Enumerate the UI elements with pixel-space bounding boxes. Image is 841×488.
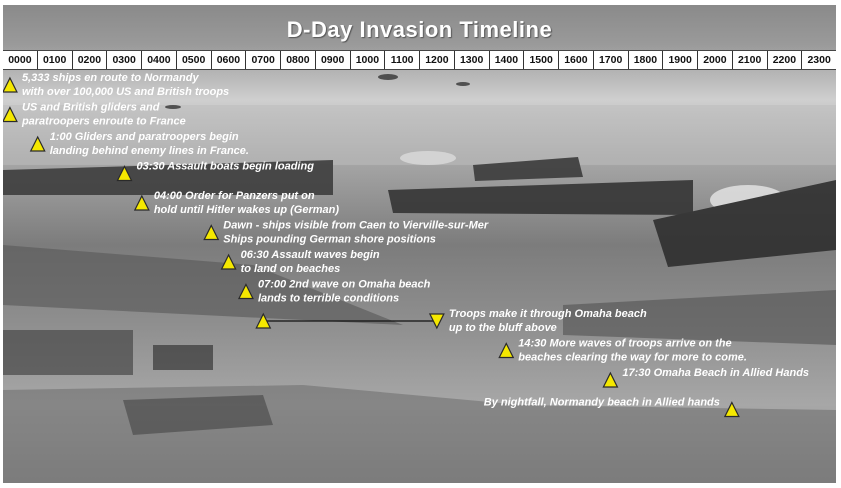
event-label: Ships pounding German shore positions: [223, 233, 436, 246]
event-label: US and British gliders and: [21, 101, 160, 114]
event-label: Dawn - ships visible from Caen to Vierville-sur-Mer: [223, 219, 489, 232]
timeline-frame: [3, 5, 836, 483]
hour-tick: 1700: [594, 51, 629, 69]
event-marker: [31, 137, 45, 151]
event-label: 5,333 ships en route to Normandy: [21, 72, 199, 84]
timeline-events: [3, 5, 836, 483]
hour-tick: 0200: [73, 51, 108, 69]
hour-tick: 0400: [142, 51, 177, 69]
event-label: By nightfall, Normandy beach in Allied hands: [483, 396, 720, 409]
hour-tick: 1600: [559, 51, 594, 69]
event-marker: [499, 344, 513, 358]
hour-tick: 1900: [663, 51, 698, 69]
event-label: 06:30 Assault waves begin: [240, 249, 380, 261]
event-label: 04:00 Order for Panzers put on: [153, 190, 315, 202]
event-marker: [3, 108, 17, 122]
event-label: to land on beaches: [240, 263, 341, 275]
event-marker: [3, 78, 17, 92]
hour-tick: 1800: [629, 51, 664, 69]
hour-tick: 1500: [524, 51, 559, 69]
event-marker: [117, 167, 131, 181]
event-marker: [204, 226, 218, 240]
hour-tick: 1000: [351, 51, 386, 69]
event-label: with over 100,000 US and British troops: [21, 86, 230, 98]
hour-tick: 1400: [490, 51, 525, 69]
hour-tick: 0900: [316, 51, 351, 69]
event-label: 14:30 More waves of troops arrive on the: [518, 337, 732, 350]
event-marker: [239, 285, 253, 299]
chart-title: D-Day Invasion Timeline: [286, 17, 553, 42]
event-label: hold until Hitler wakes up (German): [153, 204, 340, 216]
hour-tick: 0300: [107, 51, 142, 69]
event-label: beaches clearing the way for more to come.: [518, 351, 747, 364]
hour-tick: 0500: [177, 51, 212, 69]
event-marker: [725, 403, 739, 417]
hour-tick: 0100: [38, 51, 73, 69]
hour-tick: 2200: [768, 51, 803, 69]
hour-tick: 0600: [212, 51, 247, 69]
hour-tick: 0000: [3, 51, 38, 69]
hour-tick: 1300: [455, 51, 490, 69]
hour-tick: 1100: [385, 51, 420, 69]
hour-tick: 2000: [698, 51, 733, 69]
event-label: 1:00 Gliders and paratroopers begin: [49, 131, 239, 143]
event-label: landing behind enemy lines in France.: [49, 145, 249, 157]
event-label: paratroopers enroute to France: [21, 115, 186, 128]
hour-tick: 0800: [281, 51, 316, 69]
event-label: Troops make it through Omaha beach: [448, 308, 647, 320]
event-label: 03:30 Assault boats begin loading: [136, 160, 314, 173]
hour-tick: 2300: [807, 54, 831, 66]
event-marker: [603, 373, 617, 387]
event-label: lands to terrible conditions: [257, 292, 400, 305]
hour-tick: 0700: [246, 51, 281, 69]
event-marker: [222, 255, 236, 269]
hour-tick: 1200: [420, 51, 455, 69]
event-marker: [135, 196, 149, 210]
event-label: up to the bluff above: [448, 322, 557, 334]
hour-tick: 2100: [733, 51, 768, 69]
event-label: 07:00 2nd wave on Omaha beach: [257, 278, 431, 291]
event-label: 17:30 Omaha Beach in Allied Hands: [622, 367, 810, 379]
